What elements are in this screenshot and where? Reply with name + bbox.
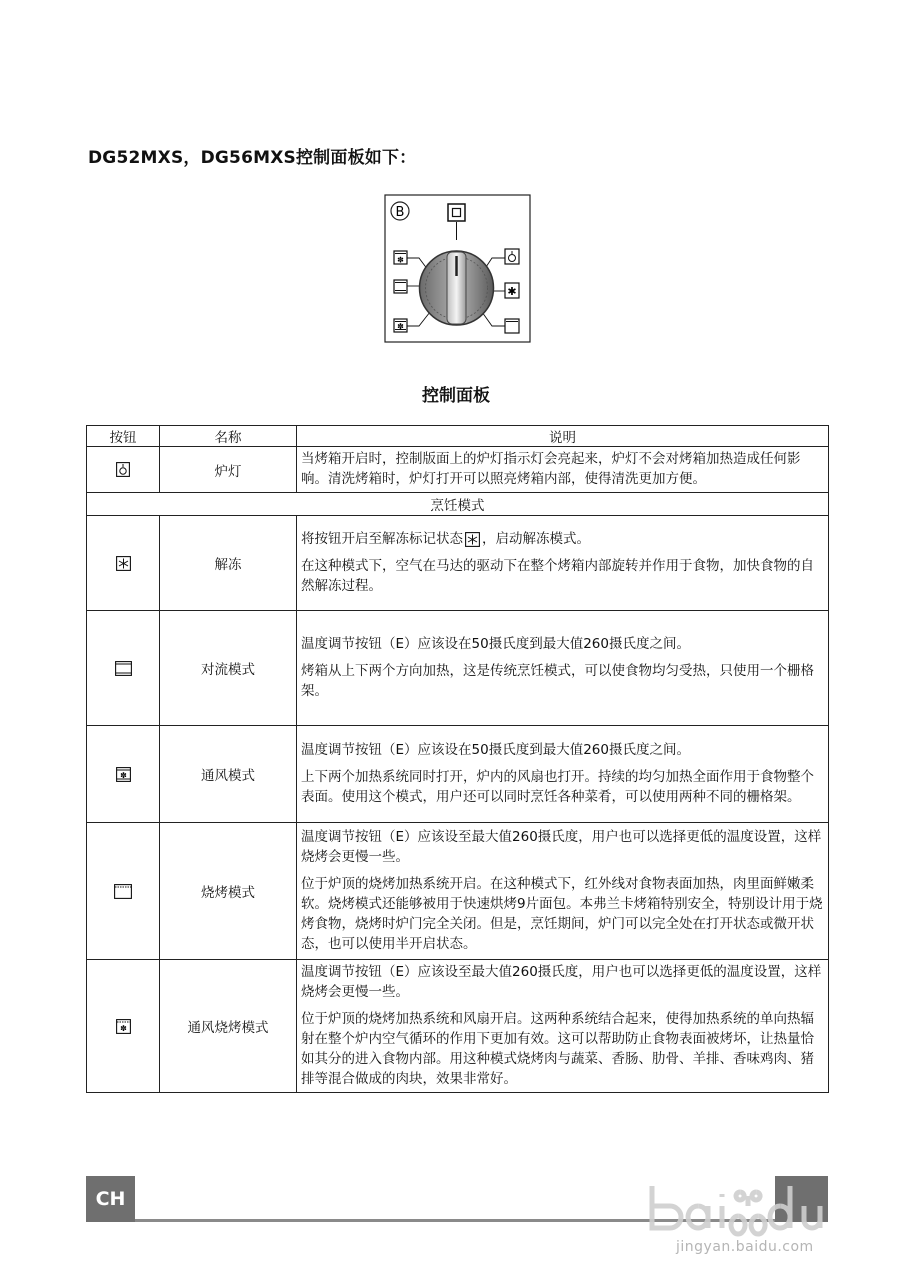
defrost-icon [116, 556, 131, 571]
diagram-badge [391, 202, 409, 220]
table-row [87, 960, 829, 1093]
svg-text:B: B [395, 205, 405, 220]
convection-mode-icon [115, 661, 132, 676]
mode-description: 在这种模式下，空气在马达的驱动下在整个烤箱内部旋转并作用于食物，加快食物的自然解冻过程。 [301, 558, 814, 594]
mode-table [86, 425, 829, 1093]
fan-grill-mode-icon [394, 251, 407, 265]
mode-name: 通风烧烤模式 [160, 960, 297, 1093]
mode-name: 炉灯 [160, 447, 297, 493]
header-desc: 说明 [297, 426, 829, 447]
convection-mode-icon [394, 280, 407, 293]
mode-description: 温度调节按钮（E）应该设至最大值260摄氏度，用户也可以选择更低的温度设置，这样烧烤会更慢一些。 [301, 829, 822, 865]
mode-name: 通风模式 [160, 726, 297, 823]
table-row [87, 447, 829, 493]
fan-grill-mode-icon [116, 1019, 131, 1034]
language-badge: CH [86, 1176, 135, 1222]
svg-text:✽: ✽ [397, 255, 404, 265]
watermark-url: jingyan.baidu.com [676, 1239, 814, 1255]
page-heading: DG52MXS，DG56MXS控制面板如下： [88, 148, 417, 168]
section-row [87, 493, 829, 516]
mode-description: 位于炉顶的烧烤加热系统和风扇开启。这两种系统结合起来，使得加热系统的单向热辐射在整个炉内空气循环的作用下更加有效。这可以帮助防止食物表面被烤坏，让热量恰如其分的进入食物内部。用这种模式烧烤肉与蔬菜、香肠、肋骨、羊排、香味鸡肉、猪排等混合做成的肉块，效果非常好。 [301, 1011, 814, 1087]
lamp-icon [116, 462, 130, 477]
grill-mode-icon [505, 319, 519, 333]
svg-text:✽: ✽ [119, 770, 127, 780]
table-row [87, 611, 829, 726]
mode-name: 对流模式 [160, 611, 297, 726]
mode-name: 解冻 [160, 516, 297, 611]
mode-description: 将按钮开启至解冻标记状态 ，启动解冻模式。 [301, 531, 590, 547]
svg-text:✱: ✱ [507, 285, 517, 298]
mode-description: 温度调节按钮（E）应该设至最大值260摄氏度，用户也可以选择更低的温度设置，这样烧烤会更慢一些。 [301, 964, 822, 1000]
mode-description: 烤箱从上下两个方向加热，这是传统烹饪模式，可以使食物均匀受热，只使用一个栅格架。 [301, 663, 814, 699]
defrost-icon [505, 283, 519, 298]
control-panel-diagram [384, 194, 531, 343]
grill-mode-icon [114, 884, 132, 899]
svg-text:✽: ✽ [397, 322, 404, 331]
svg-text:✽: ✽ [119, 1023, 127, 1033]
mode-description: 位于炉顶的烧烤加热系统开启。在这种模式下，红外线对食物表面加热，肉里面鲜嫩柔软。烧烤模式还能够被用于快速烘烤9片面包。本弗兰卡烤箱特别安全，特别设计用于烧烤食物，烧烤时炉门完全关闭。但是，烹饪期间，炉门可以完全处在打开状态或微开状态，也可以使用半开启状态。 [301, 876, 823, 952]
fan-mode-icon [394, 319, 407, 332]
defrost-icon [465, 532, 480, 547]
table-row [87, 726, 829, 823]
section-title: 烹饪模式 [87, 493, 829, 516]
fan-mode-icon [116, 767, 131, 782]
mode-description: 上下两个加热系统同时打开，炉内的风扇也打开。持续的均匀加热全面作用于食物整个表面。使用这个模式，用户还可以同时烹饪各种菜肴，可以使用两种不同的栅格架。 [301, 769, 814, 805]
table-row [87, 516, 829, 611]
table-row [87, 823, 829, 960]
header-button: 按钮 [87, 426, 160, 447]
diagram-caption: 控制面板 [422, 386, 490, 406]
header-name: 名称 [160, 426, 297, 447]
table-header-row [87, 426, 829, 447]
lamp-icon [505, 249, 519, 264]
mode-description: 温度调节按钮（E）应该设在50摄氏度到最大值260摄氏度之间。 [301, 636, 690, 652]
mode-description: 温度调节按钮（E）应该设在50摄氏度到最大值260摄氏度之间。 [301, 742, 690, 758]
mode-description: 当烤箱开启时，控制版面上的炉灯指示灯会亮起来，炉灯不会对烤箱加热造成任何影响。清洗烤箱时，炉灯打开可以照亮烤箱内部，使得清洗更加方便。 [301, 451, 801, 487]
mode-name: 烧烤模式 [160, 823, 297, 960]
